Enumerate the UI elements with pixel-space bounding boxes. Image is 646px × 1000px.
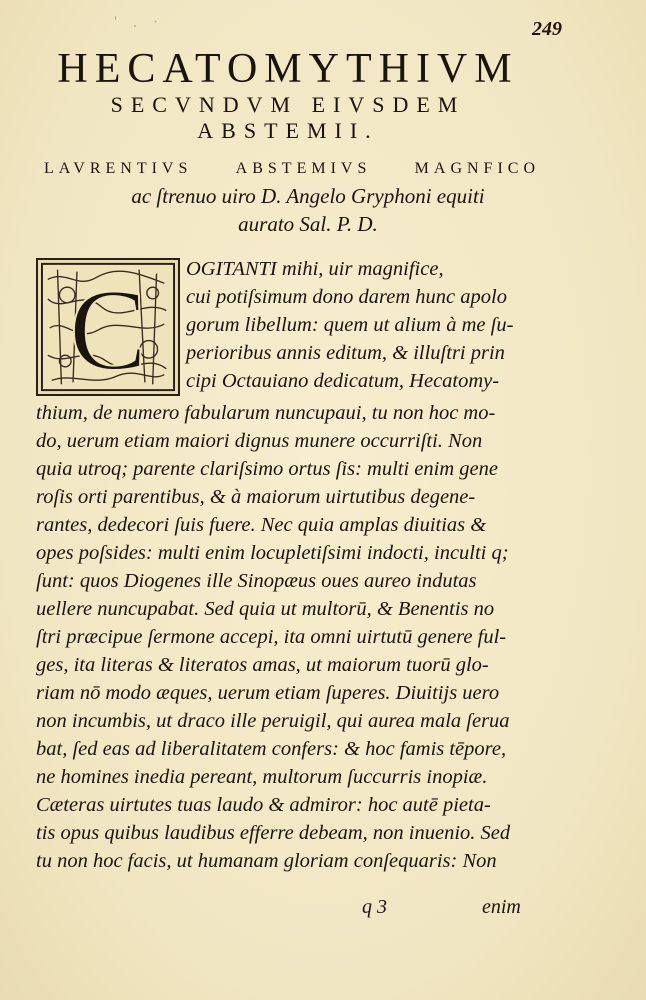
signature-mark: q 3 <box>362 896 387 918</box>
text-line: bat, ſed eas ad liberalitatem confers: & hoc famis tēpore, <box>36 738 507 760</box>
title-line-1: HECATOMYTHIVM <box>57 46 519 92</box>
dedication-word: ABSTEMIVS <box>235 160 372 177</box>
text-line: ſunt: quos Diogenes ille Sinopæus oues aureo indutas <box>36 570 477 592</box>
svg-text:C: C <box>69 265 147 394</box>
text-line: ſtri præcipue ſermone accepi, ita omni uirtutū genere ful- <box>36 626 507 648</box>
dedication-line-3: aurato Sal. P. D. <box>238 212 378 236</box>
text-line: gorum libellum: quem ut alium à me ſu- <box>186 314 514 336</box>
text-line: rantes, dedecori ſuis fuere. Nec quia amplas diuitias & <box>36 514 487 536</box>
text-line: cui potiſsimum dono darem hunc apolo <box>186 286 507 308</box>
text-line: ne homines inedia pereant, multorum ſuccurris inopiæ. <box>36 766 488 788</box>
title-line-2: SECVNDVM EIVSDEM <box>110 92 466 117</box>
dedication-line-2: ac ſtrenuo uiro D. Angelo Gryphoni equiti <box>131 184 485 208</box>
dedication-line-1 <box>44 160 540 178</box>
dedication-word: LAVRENTIVS <box>44 160 193 177</box>
text-line: cipi Octauiano dedicatum, Hecatomy- <box>186 370 500 392</box>
ornament-initial-icon <box>38 260 178 394</box>
text-line: quia utroq; parente clariſsimo ortus ſis: multi enim gene <box>36 458 498 480</box>
text-line: roſis orti parentibus, & à maiorum uirtutibus degene- <box>36 486 476 508</box>
text-line: do, uerum etiam maiori dignus munere occurriſti. Non <box>36 430 483 452</box>
top-marks: ' . · <box>114 14 165 31</box>
catchword: enim <box>482 896 521 918</box>
text-line: perioribus annis editum, & illuſtri prin <box>186 342 505 364</box>
dedication-word: MAGNFICO <box>414 160 540 177</box>
decorated-initial <box>36 258 180 396</box>
text-line: riam nō modo æques, uerum etiam ſuperes. Diuitijs uero <box>36 682 500 704</box>
title-line-3: ABSTEMII. <box>197 118 379 143</box>
text-line: ges, ita literas & literatos amas, ut maiorum tuorū glo- <box>36 654 489 676</box>
text-line: thium, de numero fabularum nuncupaui, tu non hoc mo- <box>36 402 496 424</box>
text-line: Cæteras uirtutes tuas laudo & admiror: hoc autē pieta- <box>36 794 491 816</box>
text-line: non incumbis, ut draco ille peruigil, qui aurea mala ſerua <box>36 710 510 732</box>
text-line: uellere nuncupabat. Sed quia ut multorū, & Benentis no <box>36 598 495 620</box>
text-line: opes poſsides: multi enim locupletiſsimi indocti, inculti q; <box>36 542 509 564</box>
text-line: tu non hoc facis, ut humanam gloriam conſequaris: Non <box>36 850 497 872</box>
text-line: OGITANTI mihi, uir magnifice, <box>186 258 444 280</box>
text-line: tis opus quibus laudibus efferre debeam, non inuenio. Sed <box>36 822 511 844</box>
page-number: 249 <box>532 18 562 40</box>
